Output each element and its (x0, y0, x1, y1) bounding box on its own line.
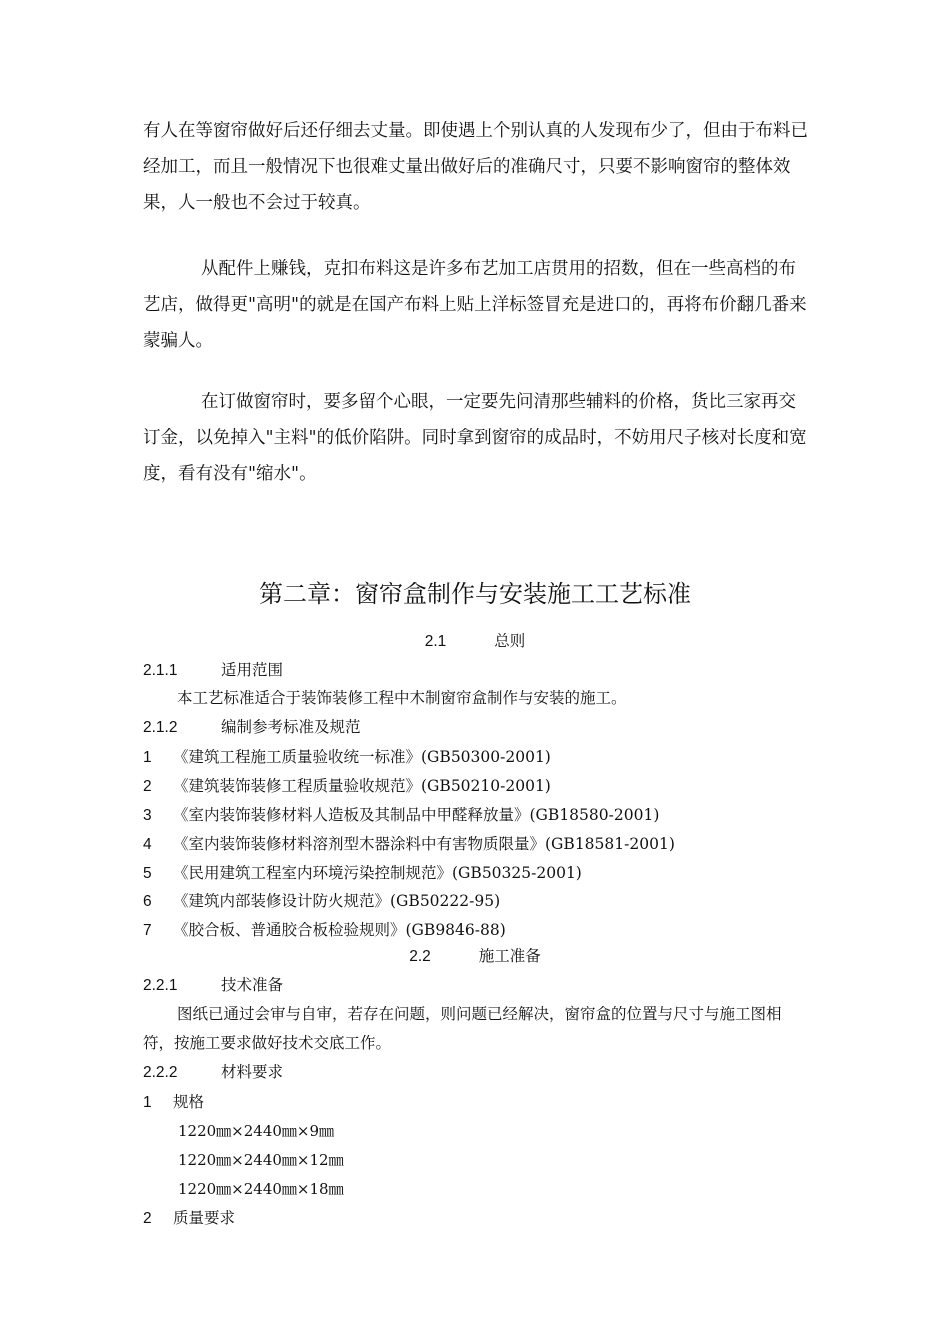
section-number: 2.2.2 (143, 1064, 178, 1081)
section-2-1-1-heading (143, 660, 813, 682)
reference-item: 2 《建筑装饰装修工程质量验收规范》(GB50210-2001) (143, 777, 551, 795)
intro-paragraph-1: 有人在等窗帘做好后还仔细去丈量。即使遇上个别认真的人发现布少了，但由于布料已经加工，而且一般情况下也很难丈量出做好后的准确尺寸，只要不影响窗帘的整体效果，人一般也不会过于较真。 (143, 121, 808, 213)
section-2-2-1-text: 图纸已通过会审与自审，若存在问题，则问题已经解决，窗帘盒的位置与尺寸与施工图相符，按施工要求做好技术交底工作。 (143, 1005, 782, 1052)
section-2-2-heading (0, 946, 950, 968)
section-2-1-heading (0, 631, 950, 653)
section-label: 施工准备 (478, 948, 541, 965)
material-item-quality: 2 质量要求 (143, 1209, 236, 1227)
section-2-2-2-heading (143, 1062, 813, 1084)
section-number: 2.2.1 (143, 977, 178, 994)
section-label: 编制参考标准及规范 (221, 719, 361, 736)
reference-item: 1 《建筑工程施工质量验收统一标准》(GB50300-2001) (143, 748, 551, 766)
reference-item: 4 《室内装饰装修材料溶剂型木器涂料中有害物质限量》(GB18581-2001) (143, 835, 675, 853)
section-2-2-1-heading (143, 975, 813, 997)
spec-line: 1220㎜×2440㎜×9㎜ (178, 1122, 335, 1140)
reference-item: 7 《胶合板、普通胶合板检验规则》(GB9846-88) (143, 921, 506, 939)
reference-item: 5 《民用建筑工程室内环境污染控制规范》(GB50325-2001) (143, 864, 582, 882)
section-label: 适用范围 (221, 662, 284, 679)
section-2-1-2-heading (143, 717, 813, 739)
spec-line: 1220㎜×2440㎜×18㎜ (178, 1180, 344, 1198)
spec-line: 1220㎜×2440㎜×12㎜ (178, 1151, 344, 1169)
intro-paragraph-2: 从配件上赚钱，克扣布料这是许多布艺加工店贯用的招数，但在一些高档的布艺店，做得更"高明"的就是在国产布料上贴上洋标签冒充是进口的，再将布价翻几番来蒙骗人。 (143, 259, 807, 351)
section-label: 总则 (494, 633, 526, 650)
section-number: 2.1 (424, 633, 447, 650)
section-label: 材料要求 (221, 1064, 284, 1081)
material-item-spec: 1 规格 (143, 1093, 205, 1111)
reference-item: 3 《室内装饰装修材料人造板及其制品中甲醛释放量》(GB18580-2001) (143, 806, 660, 824)
section-label: 技术准备 (221, 977, 284, 994)
section-number: 2.2 (409, 948, 431, 965)
section-number: 2.1.2 (143, 719, 178, 736)
section-number: 2.1.1 (143, 662, 178, 679)
intro-paragraph-3: 在订做窗帘时，要多留个心眼，一定要先问清那些辅料的价格，货比三家再交订金，以免掉入"主料"的低价陷阱。同时拿到窗帘的成品时，不妨用尺子核对长度和宽度，看有没有"缩水"。 (143, 392, 807, 484)
chapter-title: 第二章：窗帘盒制作与安装施工工艺标准 (259, 580, 691, 608)
reference-item: 6 《建筑内部装修设计防火规范》(GB50222-95) (143, 892, 501, 910)
section-2-1-1-text: 本工艺标准适合于装饰装修工程中木制窗帘盒制作与安装的施工。 (177, 689, 627, 707)
